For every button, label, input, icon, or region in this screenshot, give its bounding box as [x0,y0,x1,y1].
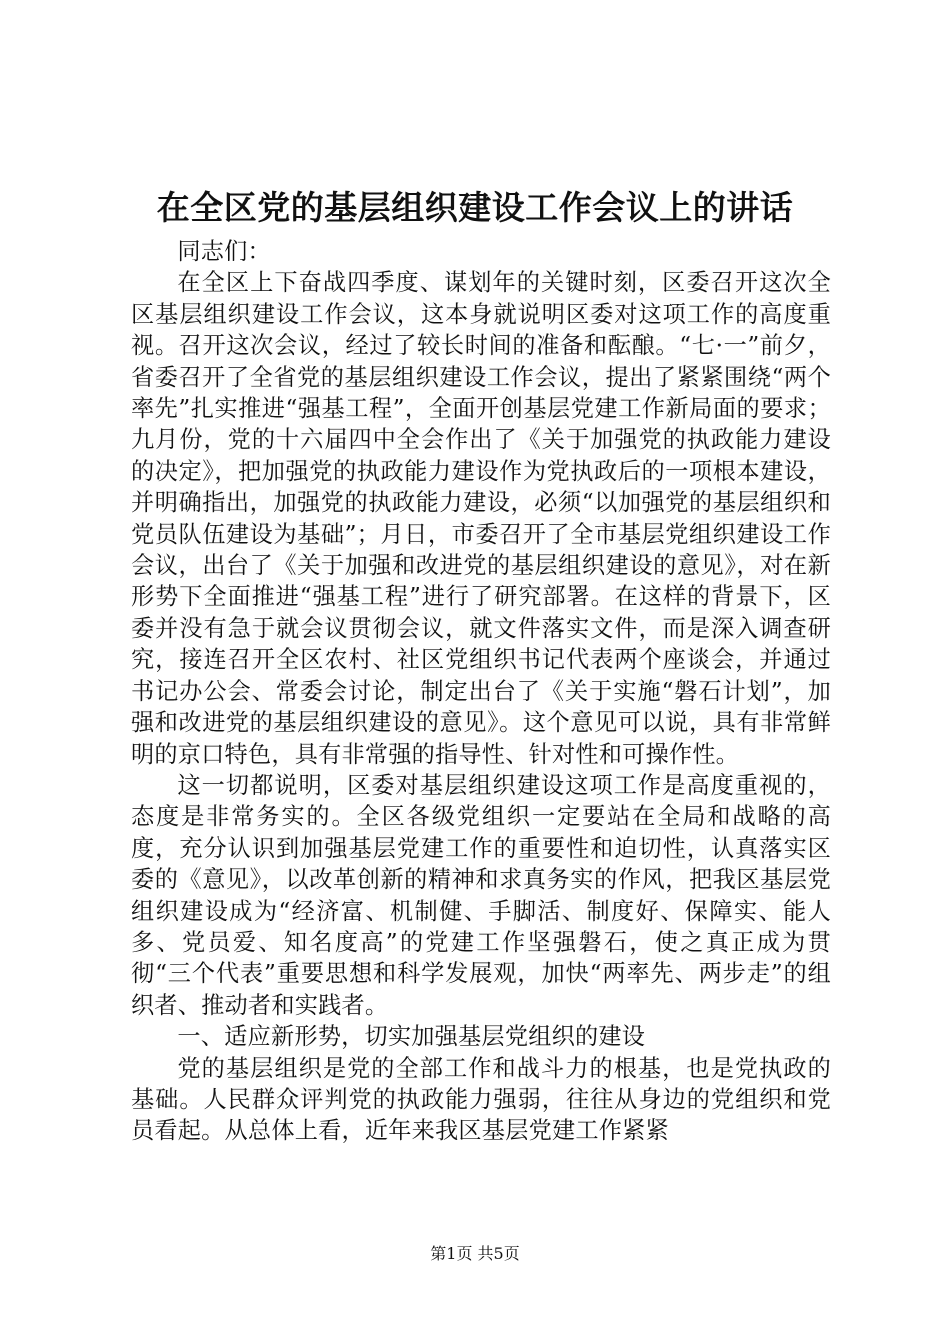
document-title: 在全区党的基层组织建设工作会议上的讲话 [156,188,794,227]
page-footer: 第1页 共5页 [430,1244,520,1263]
paragraph-1: 在全区上下奋战四季度、谋划年的关键时刻，区委召开这次全区基层组织建设工作会议，这本身就说明区委对这项工作的高度重视。召开这次会议，经过了较长时间的准备和酝酿。“七·一”前夕，省委召开了全省党的基层组织建设工作会议，提出了紧紧围绕“两个率先”扎实推进“强基工程”，全面开创基层党建工作新局面的要求；九月份，党的十六届四中全会作出了《关于加强党的执政能力建设的决定》，把加强党的执政能力建设作为党执政后的一项根本建设，并明确指出，加强党的执政能力建设，必须“以加强党的基层组织和党员队伍建设为基础”；月日，市委召开了全市基层党组织建设工作会议，出台了《关于加强和改进党的基层组织建设的意见》，对在新形势下全面推进“强基工程”进行了研究部署。在这样的背景下，区委并没有急于就会议贯彻会议，就文件落实文件，而是深入调查研究，接连召开全区农村、社区党组织书记代表两个座谈会，并通过书记办公会、常委会讨论，制定出台了《关于实施“磐石计划”，加强和改进党的基层组织建设的意见》。这个意见可以说，具有非常鲜明的京口特色，具有非常强的指导性、针对性和可操作性。 [131,269,831,768]
section-paragraph: 党的基层组织是党的全部工作和战斗力的根基，也是党执政的基础。人民群众评判党的执政能力强弱，往往从身边的党组织和党员看起。从总体上看，近年来我区基层党建工作紧紧 [131,1054,831,1145]
section-heading: 一、适应新形势，切实加强基层党组织的建设 [177,1023,646,1051]
salutation: 同志们： [177,238,271,265]
document-body [131,236,831,1147]
paragraph-2: 这一切都说明，区委对基层组织建设这项工作是高度重视的，态度是非常务实的。全区各级党组织一定要站在全局和战略的高度，充分认识到加强基层党建工作的重要性和迫切性，认真落实区委的《意见》，以改革创新的精神和求真务实的作风，把我区基层党组织建设成为“经济富、机制健、手脚活、制度好、保障实、能人多、党员爱、知名度高”的党建工作坚强磐石，使之真正成为贯彻“三个代表”重要思想和科学发展观，加快“两率先、两步走”的组织者、推动者和实践者。 [131,771,831,1019]
